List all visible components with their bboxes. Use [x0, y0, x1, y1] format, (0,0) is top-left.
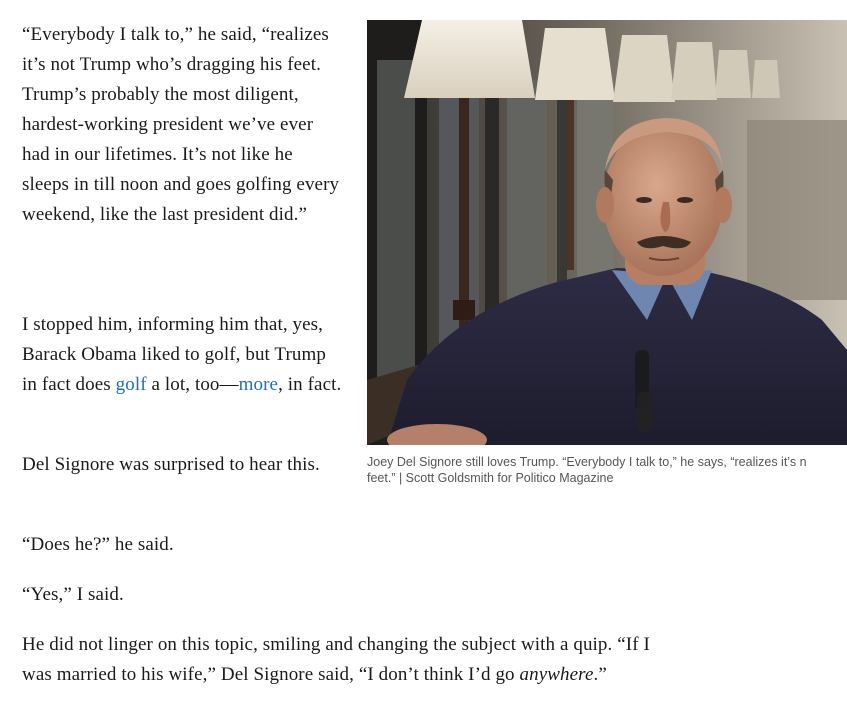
golf-link[interactable]: golf [115, 374, 147, 395]
paragraph-quip-text-a: He did not linger on this topic, smiling and changing the subject with a quip. “If I was married to his wife,” Del Signore said, “I don’t think I’d go [22, 634, 650, 685]
more-link[interactable]: more [238, 374, 279, 395]
paragraph-golf [22, 310, 342, 400]
paragraph-golf-text-a: I stopped him, informing him that, yes, Barack Obama liked to golf, but Trump in fact does [22, 314, 326, 395]
paragraph-golf-text-b: a lot, too— [146, 374, 239, 395]
paragraph-yes: “Yes,” I said. [22, 584, 124, 605]
paragraph-quip-text-b: .” [593, 664, 607, 685]
article-figure [367, 20, 847, 500]
photo-caption [367, 454, 847, 486]
paragraph-quip-emphasis: anywhere [519, 664, 594, 685]
photo-caption-line-2: feet.” | Scott Goldsmith for Politico Magazine [367, 471, 614, 485]
paragraph-quip [22, 630, 682, 690]
photo-caption-line-1: Joey Del Signore still loves Trump. “Everybody I talk to,” he says, “realizes it’s n [367, 455, 807, 469]
paragraph-golf-text-c: , in fact. [278, 374, 342, 395]
paragraph-does-he: “Does he?” he said. [22, 534, 174, 555]
portrait-photo [367, 20, 847, 445]
paragraph-quote-everybody: “Everybody I talk to,” he said, “realizes it’s not Trump who’s dragging his feet. Trump’s probably the most diligent, hardest-working president we’ve ever had in our lifetimes. It’s not like he sleeps in till noon and goes golfing every weekend, like the last president did.” [22, 24, 340, 225]
paragraph-surprised: Del Signore was surprised to hear this. [22, 454, 320, 475]
